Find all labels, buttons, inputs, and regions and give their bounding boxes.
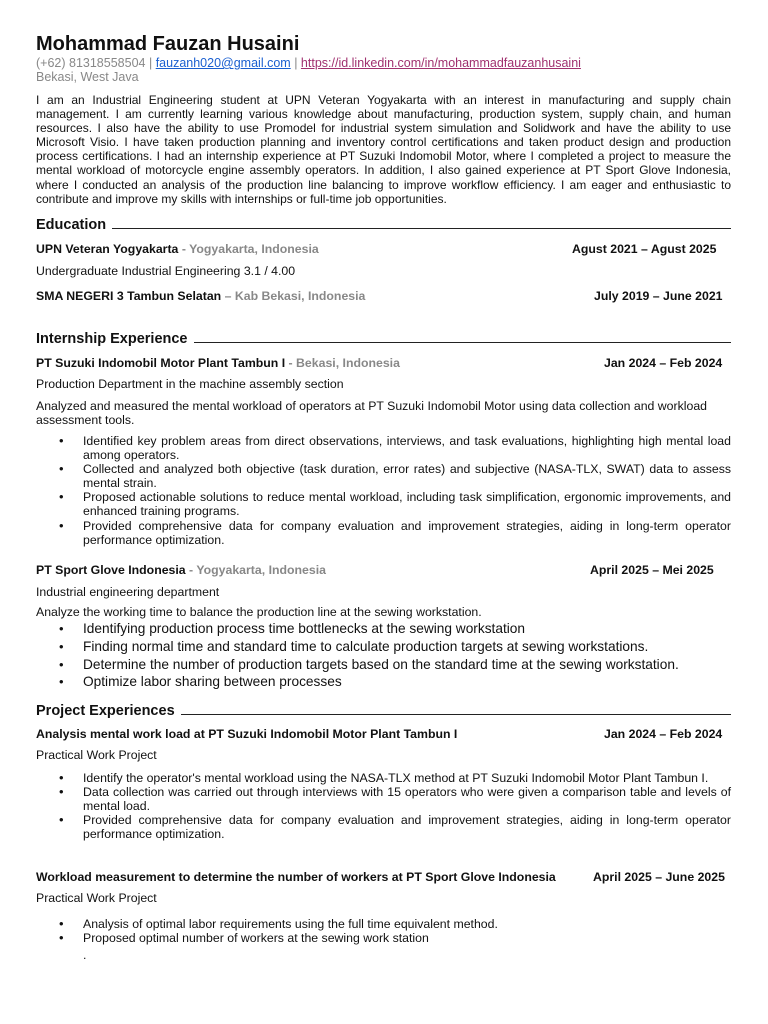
list-item: • Analysis of optimal labor requirements using the full time equivalent method.	[36, 917, 731, 931]
company-name: PT Suzuki Indomobil Motor Plant Tambun I	[36, 356, 286, 370]
internship-section-header	[36, 331, 731, 347]
degree-detail: Undergraduate Industrial Engineering 3.1 / 4.00	[36, 264, 296, 278]
list-item: • Identified key problem areas from direct observations, interviews, and task evaluations, highlighting high mental load among operators.	[36, 434, 731, 462]
list-item: • Provided comprehensive data for company evaluation and improvement strategies, aiding in long-term operator performance optimization.	[36, 813, 731, 841]
list-item: • Proposed actionable solutions to reduce mental workload, including task simplification, ergonomic improvements, and enhanced training programs.	[36, 490, 731, 518]
department: Industrial engineering department	[36, 585, 220, 599]
school-location: - Yogyakarta, Indonesia	[178, 242, 319, 256]
projects-section-header	[36, 703, 731, 719]
project-type: Practical Work Project	[36, 891, 157, 905]
list-item: • Data collection was carried out through interviews with 15 operators who were given a comparison table and levels of mental load.	[36, 785, 731, 813]
department: Production Department in the machine assembly section	[36, 377, 344, 391]
internship-dates: April 2025 – Mei 2025	[590, 563, 714, 577]
education-dates: July 2019 – June 2021	[594, 289, 723, 303]
list-item: • Optimize labor sharing between processes	[36, 673, 731, 691]
section-rule	[112, 228, 731, 229]
project-title: Analysis mental work load at PT Suzuki Indomobil Motor Plant Tambun I	[36, 727, 458, 741]
bullet-list	[36, 771, 731, 841]
school-location: – Kab Bekasi, Indonesia	[221, 289, 366, 303]
bullet-list	[36, 434, 731, 547]
school-name: SMA NEGERI 3 Tambun Selatan	[36, 289, 222, 303]
school-name: UPN Veteran Yogyakarta	[36, 242, 179, 256]
profile-summary: I am an Industrial Engineering student at UPN Veteran Yogyakarta with an interest in manufacturing and supply chain management. I am currently learning various knowledge about manufacturing, production system, supply chain, and human resources. I also have the ability to use Promodel for industrial system simulation and Solidwork and have the ability to use Microsoft Visio. I have taken production planning and inventory control certifications and taken product design and production process certifications. I had an internship experience at PT Suzuki Indomobil Motor, where I completed a project to measure the mental workload of motorcycle engine assembly operators. In addition, I also gained experience at PT Sport Glove Indonesia, where I conducted an analysis of the production line balancing to improve workflow efficiency. I am eager and enthusiastic to contribute and improve my skills with internships or full-time job opportunities.	[36, 93, 731, 206]
internship-dates: Jan 2024 – Feb 2024	[604, 356, 723, 370]
contact-line	[36, 56, 581, 70]
section-rule	[194, 342, 732, 343]
project-type: Practical Work Project	[36, 748, 157, 762]
project-dates: Jan 2024 – Feb 2024	[604, 727, 723, 741]
location: Bekasi, West Java	[36, 70, 139, 84]
company-location: - Yogyakarta, Indonesia	[185, 563, 326, 577]
company-location: - Bekasi, Indonesia	[285, 356, 400, 370]
candidate-name: Mohammad Fauzan Husaini	[36, 33, 300, 55]
linkedin-link[interactable]: https://id.linkedin.com/in/mohammadfauzanhusaini	[300, 56, 581, 70]
section-title: Internship Experience	[36, 331, 188, 347]
separator: |	[148, 56, 153, 70]
list-item: • Identifying production process time bottlenecks at the sewing workstation	[36, 620, 731, 638]
role-summary: Analyzed and measured the mental workload of operators at PT Suzuki Indomobil Motor using data collection and workload assessment tools.	[36, 399, 708, 428]
list-item: • Provided comprehensive data for company evaluation and improvement strategies, aiding in long-term operator performance optimization.	[36, 519, 731, 547]
project-dates: April 2025 – June 2025	[593, 870, 725, 884]
section-rule	[181, 714, 731, 715]
bullet-list	[36, 620, 731, 691]
list-item: • Proposed optimal number of workers at the sewing work station	[36, 931, 731, 945]
list-item: • Collected and analyzed both objective (task duration, error rates) and subjective (NASA-TLX, SWAT) data to assess mental strain.	[36, 462, 731, 490]
section-title: Education	[36, 217, 107, 233]
project-title: Workload measurement to determine the number of workers at PT Sport Glove Indonesia	[36, 870, 556, 884]
email-link[interactable]: fauzanh020@gmail.com	[155, 56, 291, 70]
company-name: PT Sport Glove Indonesia	[36, 563, 186, 577]
list-item: • Finding normal time and standard time to calculate production targets at sewing workstations.	[36, 638, 731, 656]
section-title: Project Experiences	[36, 703, 175, 719]
trailing-period: .	[83, 948, 87, 962]
separator: |	[294, 56, 298, 70]
list-item: • Identify the operator's mental workload using the NASA-TLX method at PT Suzuki Indomobil Motor Plant Tambun I.	[36, 771, 731, 785]
education-dates: Agust 2021 – Agust 2025	[572, 242, 717, 256]
phone-number: (+62) 81318558504	[36, 56, 146, 70]
bullet-list	[36, 917, 731, 945]
role-summary: Analyze the working time to balance the production line at the sewing workstation.	[36, 605, 482, 619]
list-item: • Determine the number of production targets based on the standard time at the sewing workstation.	[36, 656, 731, 674]
education-section-header	[36, 217, 731, 233]
